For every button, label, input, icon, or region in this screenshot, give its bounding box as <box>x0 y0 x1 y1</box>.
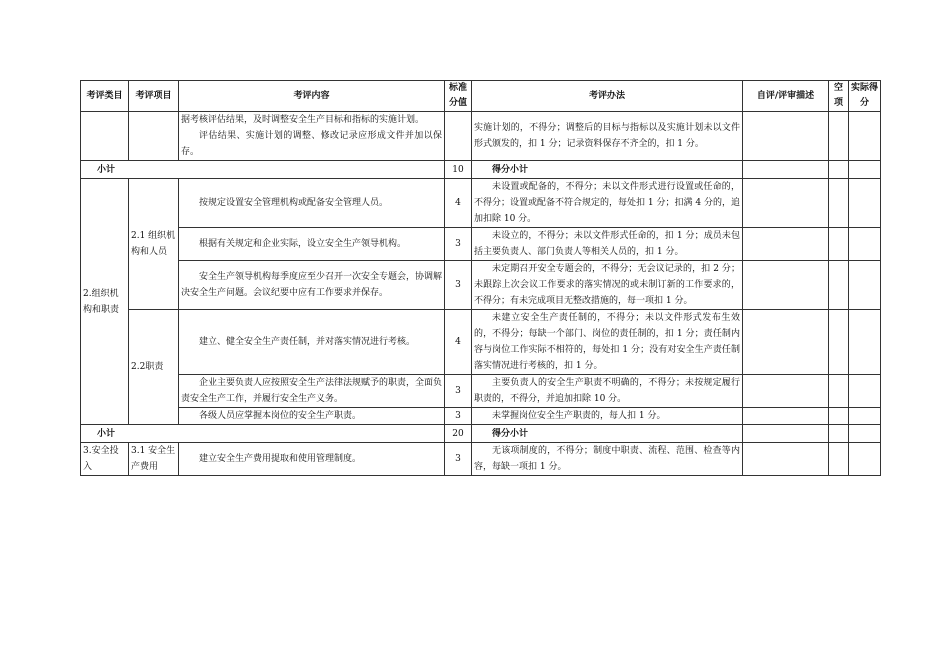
category-cell: 3.安全投入 <box>81 443 129 476</box>
header-method: 考评办法 <box>472 81 743 112</box>
table-row <box>81 375 881 408</box>
table-row <box>81 228 881 261</box>
header-self-eval: 自评/评审描述 <box>743 81 829 112</box>
method-cell: 主要负责人的安全生产职责不明确的，不得分；未按规定履行职责的，不得分，并追加扣除 10 分。 <box>472 375 743 408</box>
score-cell: 3 <box>445 443 472 476</box>
subtotal-method: 得分小计 <box>472 425 743 443</box>
carry-content-1: 据考核评估结果，及时调整安全生产目标和指标的实施计划。 <box>181 115 425 125</box>
item-cell: 2.2职责 <box>129 310 179 425</box>
method-cell: 未定期召开安全专题会的，不得分；无会议记录的，扣 2 分；未跟踪上次会议工作要求的落实情况的或未制订新的工作要求的，不得分；有未完成项目无整改措施的，每一项扣 1 分。 <box>472 261 743 310</box>
subtotal-label: 小计 <box>81 161 445 179</box>
content-cell: 建立安全生产费用提取和使用管理制度。 <box>179 443 445 476</box>
method-cell: 未建立安全生产责任制的，不得分；未以文件形式发布生效的，不得分；每缺一个部门、岗位的责任制的，扣 1 分；责任制内容与岗位工作实际不相符的，每处扣 1 分；没有对安全生产责任制落实情况进行考核的，扣 1 分。 <box>472 310 743 375</box>
score-cell: 4 <box>445 179 472 228</box>
score-cell: 3 <box>445 408 472 425</box>
subtotal-label: 小计 <box>81 425 445 443</box>
subtotal-row <box>81 425 881 443</box>
table-row <box>81 443 881 476</box>
subtotal-row <box>81 161 881 179</box>
score-cell: 3 <box>445 228 472 261</box>
header-actual: 实际得分 <box>849 81 881 112</box>
score-cell: 3 <box>445 375 472 408</box>
method-cell: 无该项制度的，不得分；制度中职责、流程、范围、检查等内容，每缺一项扣 1 分。 <box>472 443 743 476</box>
item-cell: 3.1 安全生产费用 <box>129 443 179 476</box>
header-item: 考评项目 <box>129 81 179 112</box>
score-cell: 4 <box>445 310 472 375</box>
table-row <box>81 408 881 425</box>
header-score: 标准分值 <box>445 81 472 112</box>
content-cell: 企业主要负责人应按照安全生产法律法规赋予的职责，全面负责安全生产工作，并履行安全生产义务。 <box>179 375 445 408</box>
table-row <box>81 179 881 228</box>
content-cell: 按规定设置安全管理机构或配备安全管理人员。 <box>179 179 445 228</box>
table-row <box>81 112 881 161</box>
content-cell: 各级人员应掌握本岗位的安全生产职责。 <box>179 408 445 425</box>
method-cell: 未设立的，不得分；未以文件形式任命的，扣 1 分；成员未包括主要负责人、部门负责人等相关人员的，扣 1 分。 <box>472 228 743 261</box>
subtotal-method: 得分小计 <box>472 161 743 179</box>
subtotal-score: 10 <box>445 161 472 179</box>
header-row <box>81 81 881 112</box>
content-cell <box>179 112 445 161</box>
header-blank: 空项 <box>829 81 849 112</box>
method-cell: 未掌握岗位安全生产职责的，每人扣 1 分。 <box>472 408 743 425</box>
content-cell: 安全生产领导机构每季度应至少召开一次安全专题会，协调解决安全生产问题。会议纪要中应有工作要求并保存。 <box>179 261 445 310</box>
subtotal-score: 20 <box>445 425 472 443</box>
category-cell: 2.组织机构和职责 <box>81 179 129 425</box>
evaluation-table <box>80 80 881 476</box>
content-cell: 根据有关规定和企业实际，设立安全生产领导机构。 <box>179 228 445 261</box>
carry-content-2: 评估结果、实施计划的调整、修改记录应形成文件并加以保存。 <box>181 131 442 157</box>
score-cell: 3 <box>445 261 472 310</box>
header-category: 考评类目 <box>81 81 129 112</box>
method-cell: 未设置或配备的，不得分；未以文件形式进行设置或任命的，不得分；设置或配备不符合规定的，每处扣 1 分；扣满 4 分的，追加扣除 10 分。 <box>472 179 743 228</box>
header-content: 考评内容 <box>179 81 445 112</box>
content-cell: 建立、健全安全生产责任制，并对落实情况进行考核。 <box>179 310 445 375</box>
table-row <box>81 310 881 375</box>
table-row <box>81 261 881 310</box>
item-cell: 2.1 组织机构和人员 <box>129 179 179 310</box>
method-cell: 实施计划的，不得分；调整后的目标与指标以及实施计划未以文件形式颁发的，扣 1 分；记录资料保存不齐全的，扣 1 分。 <box>472 112 743 161</box>
